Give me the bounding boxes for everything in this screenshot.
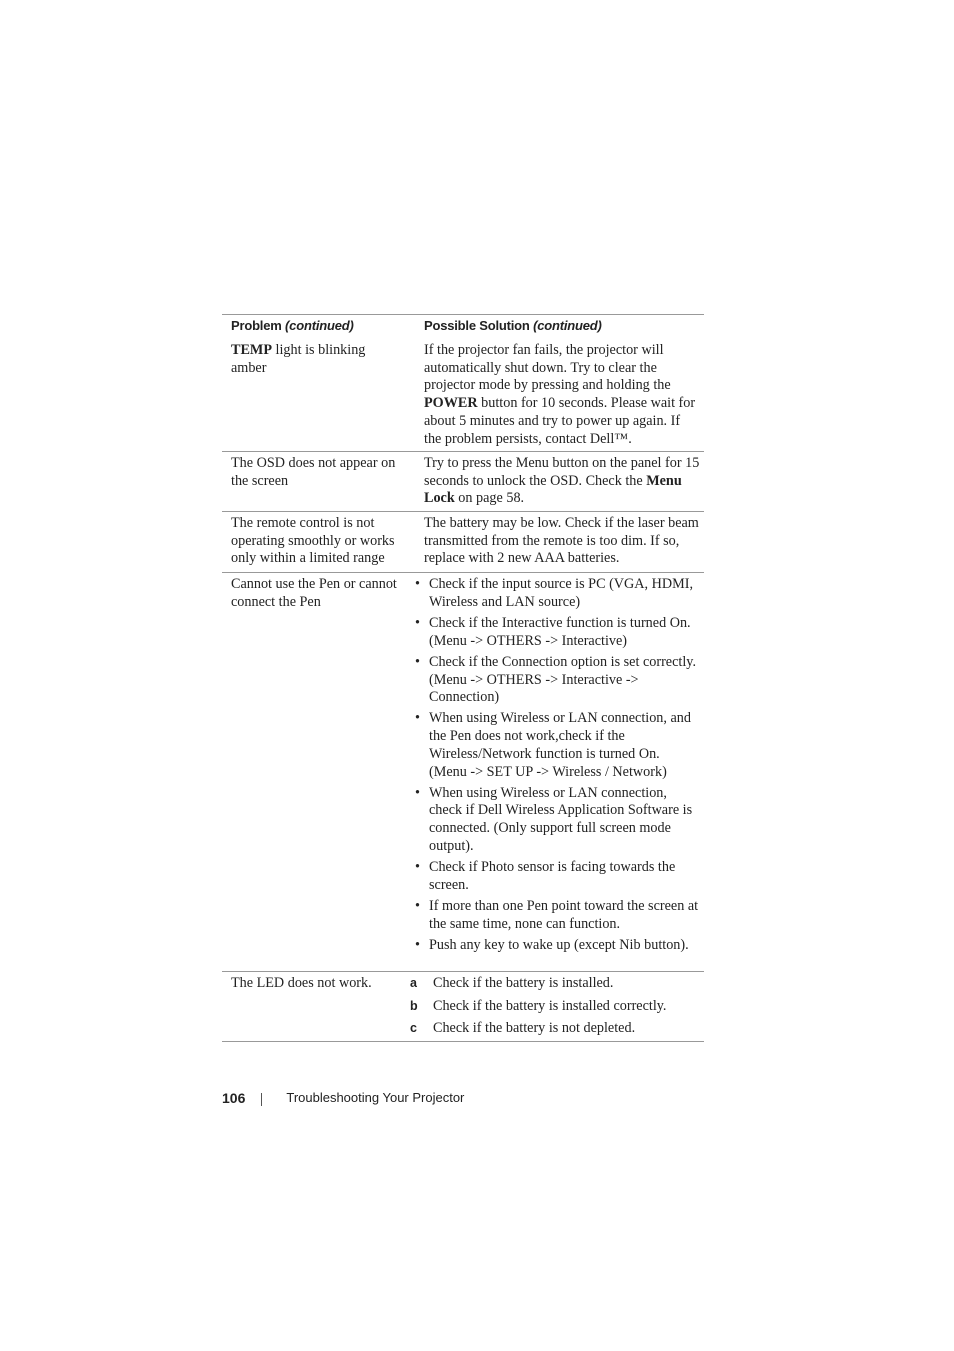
solution-cell: If the projector fan fails, the projector will automatically shut down. Try to clear the projector mode by pressing and holding the POWER button for 10 seconds. Please wait for about 5 minutes and try to power up again. If the problem persists, contact Dell™. [424, 342, 696, 447]
footer-divider [261, 1093, 262, 1106]
solution-bullet-list [412, 576, 700, 955]
step-text: Check if the battery is installed correctly. [433, 997, 667, 1014]
problem-cell: TEMP light is blinking amber [231, 342, 366, 376]
list-item: • If more than one Pen point toward the screen at the same time, none can function. [412, 898, 700, 933]
table-header [222, 315, 704, 339]
table-row [222, 573, 704, 972]
list-item: • Check if the input source is PC (VGA, HDMI, Wireless and LAN source) [412, 576, 700, 611]
table-row [222, 512, 704, 573]
header-problem: Problem (continued) [231, 318, 354, 333]
list-item [410, 975, 700, 993]
problem-cell: The remote control is not operating smoothly or works only within a limited range [231, 515, 395, 567]
list-item [410, 1020, 700, 1038]
list-item: • Check if Photo sensor is facing towards the screen. [412, 859, 700, 894]
list-item: • Check if the Interactive function is turned On. (Menu -> OTHERS -> Interactive) [412, 615, 700, 650]
solution-cell [408, 573, 704, 971]
problem-cell: The LED does not work. [231, 975, 372, 991]
step-letter: a [410, 976, 417, 990]
solution-step-list [410, 975, 700, 1038]
problem-cell: Cannot use the Pen or cannot connect the Pen [231, 576, 397, 610]
step-letter: c [410, 1021, 417, 1036]
solution-cell: Try to press the Menu button on the panel for 15 seconds to unlock the OSD. Check the Menu Lock on page 58. [424, 455, 700, 507]
list-item: • When using Wireless or LAN connection, and the Pen does not work,check if the Wireless/Network function is turned On. (Menu -> SET UP -> Wireless / Network) [412, 710, 700, 781]
list-item: • When using Wireless or LAN connection, check if Dell Wireless Application Software is connected. (Only support full screen mode output). [412, 785, 700, 856]
table-row [222, 452, 704, 512]
solution-cell [408, 972, 704, 1041]
solution-cell: The battery may be low. Check if the laser beam transmitted from the remote is too dim. If so, replace with 2 new AAA batteries. [424, 515, 699, 567]
table-row [222, 339, 704, 452]
step-text: Check if the battery is installed. [433, 975, 614, 991]
step-text: Check if the battery is not depleted. [433, 1020, 636, 1037]
page-footer [222, 1089, 464, 1106]
problem-cell: The OSD does not appear on the screen [231, 455, 396, 489]
footer-chapter-title: Troubleshooting Your Projector [286, 1090, 465, 1105]
table-row [222, 972, 704, 1042]
page-number: 106 [222, 1089, 246, 1106]
troubleshooting-table [222, 314, 704, 1042]
list-item [410, 998, 700, 1016]
header-solution: Possible Solution (continued) [424, 318, 602, 333]
step-letter: b [410, 998, 418, 1013]
list-item: • Push any key to wake up (except Nib button). [412, 937, 700, 955]
list-item: • Check if the Connection option is set correctly. (Menu -> OTHERS -> Interactive -> Connection) [412, 654, 700, 707]
